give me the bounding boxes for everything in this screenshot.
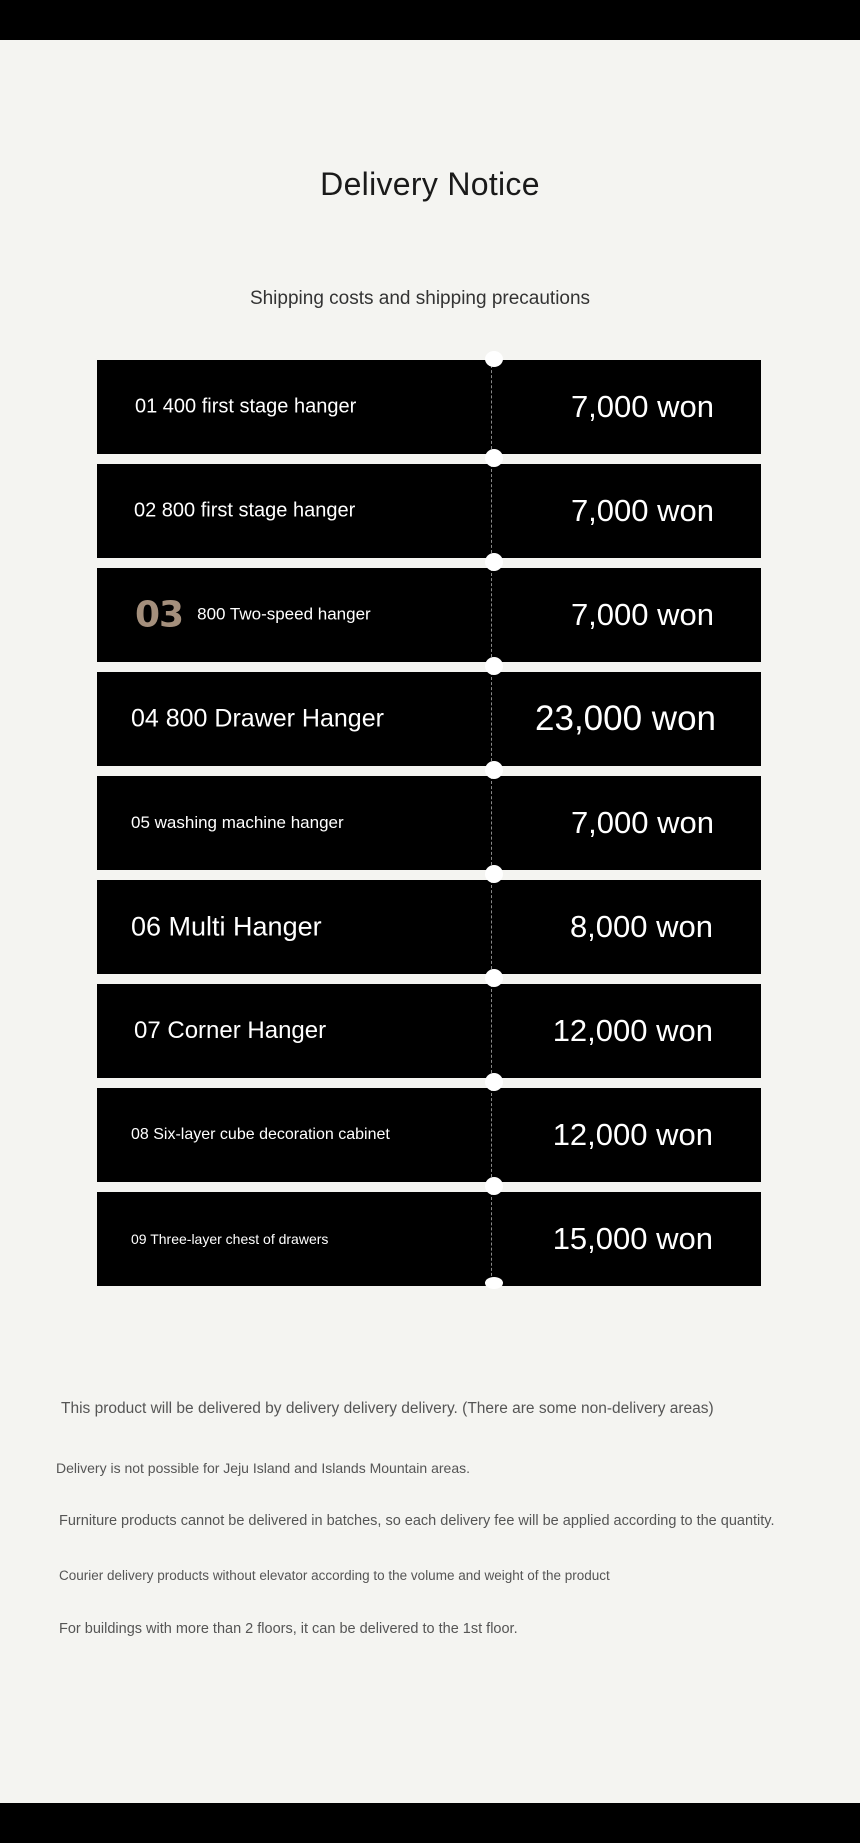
- list-item: [97, 1088, 761, 1182]
- item-label: 01 400 first stage hanger: [135, 395, 357, 418]
- item-label: 800 Two-speed hanger: [197, 604, 371, 624]
- item-price: 7,000 won: [570, 597, 714, 632]
- note-item: Delivery is not possible for Jeju Island and Islands Mountain areas.: [56, 1460, 470, 1476]
- connector-dot: [485, 657, 503, 675]
- list-item: [97, 672, 761, 766]
- divider: [491, 568, 492, 662]
- item-price: 7,000 won: [570, 389, 714, 424]
- list-item: [97, 360, 761, 454]
- list-item: [97, 880, 761, 974]
- item-label: 04 800 Drawer Hanger: [131, 704, 384, 733]
- list-item: [97, 464, 761, 558]
- note-item: Courier delivery products without elevator according to the volume and weight of the product: [59, 1568, 610, 1583]
- item-label: 05 washing machine hanger: [131, 813, 344, 832]
- note-item: For buildings with more than 2 floors, it can be delivered to the 1st floor.: [59, 1621, 518, 1637]
- item-label: 06 Multi Hanger: [131, 911, 322, 942]
- item-price: 7,000 won: [570, 493, 714, 528]
- list-item: [97, 776, 761, 870]
- item-price: 12,000 won: [552, 1117, 713, 1152]
- item-label: 08 Six-layer cube decoration cabinet: [131, 1126, 390, 1143]
- divider: [491, 672, 492, 766]
- list-item: [97, 1192, 761, 1286]
- note-item: Furniture products cannot be delivered in batches, so each delivery fee will be applied according to the quantity.: [59, 1513, 775, 1529]
- divider: [491, 880, 492, 974]
- divider: [491, 1192, 492, 1286]
- divider: [491, 984, 492, 1078]
- connector-dot: [485, 1177, 503, 1195]
- item-price: 12,000 won: [552, 1013, 713, 1048]
- connector-dot: [485, 969, 503, 987]
- item-label: 09 Three-layer chest of drawers: [131, 1231, 329, 1247]
- item-label: 07 Corner Hanger: [134, 1017, 327, 1044]
- page-title: Delivery Notice: [320, 166, 540, 202]
- bottom-border: [0, 1803, 860, 1843]
- top-border: [0, 0, 860, 40]
- item-price: 23,000 won: [535, 699, 716, 738]
- page-subtitle: Shipping costs and shipping precautions: [249, 288, 591, 309]
- list-item: [97, 568, 761, 662]
- list-item: [97, 984, 761, 1078]
- shipping-cost-list: [97, 360, 761, 1296]
- divider: [491, 360, 492, 454]
- item-number: 03: [135, 594, 184, 636]
- divider: [491, 464, 492, 558]
- item-price: 7,000 won: [570, 805, 714, 840]
- divider: [491, 1088, 492, 1182]
- connector-dot: [485, 553, 503, 571]
- connector-dot: [485, 1277, 503, 1289]
- connector-dot: [485, 449, 503, 467]
- note-item: This product will be delivered by delivery delivery delivery. (There are some non-delivery areas): [61, 1400, 714, 1417]
- divider: [491, 776, 492, 870]
- connector-dot: [485, 1073, 503, 1091]
- connector-dot: [485, 351, 503, 367]
- connector-dot: [485, 865, 503, 883]
- item-price: 15,000 won: [552, 1221, 713, 1256]
- item-price: 8,000 won: [569, 909, 713, 944]
- item-label: 02 800 first stage hanger: [134, 499, 356, 522]
- connector-dot: [485, 761, 503, 779]
